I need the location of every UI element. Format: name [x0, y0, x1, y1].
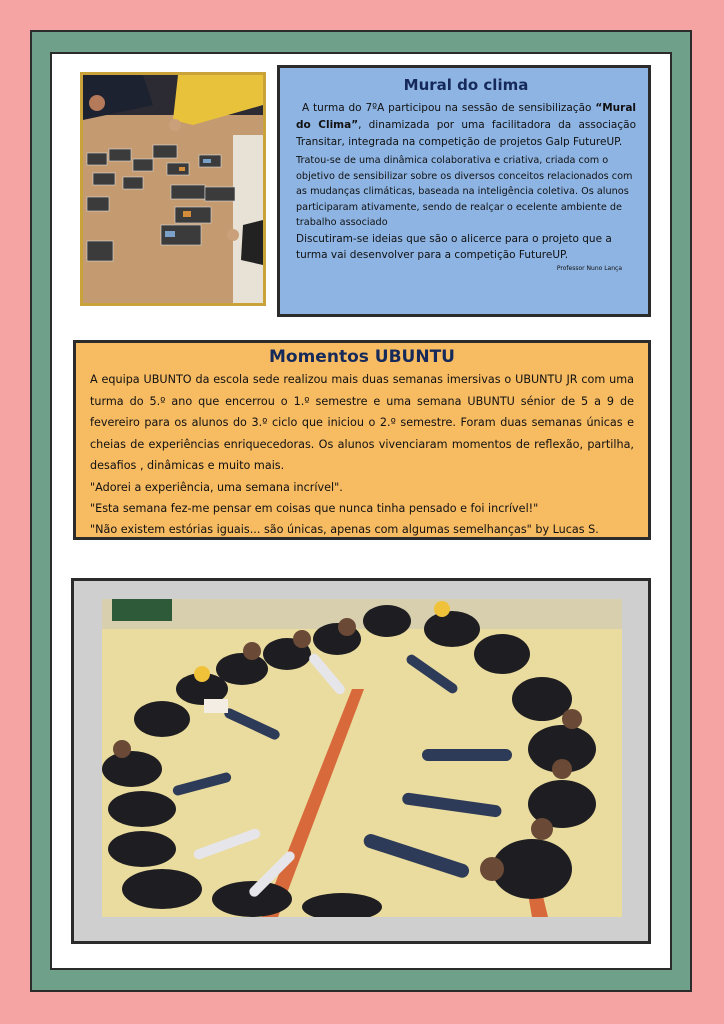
ubuntu-photo-illustration	[102, 599, 622, 917]
mural-info-box	[277, 65, 651, 317]
mural-p1-bold: “Mural do Clima”	[296, 102, 636, 131]
ubuntu-paragraph: A equipa UBUNTO da escola sede realizou mais duas semanas imersivas o UBUNTU JR com uma turma do 5.º ano que encerrou o 1.º semestre e uma semana UBUNTU sénior de 5 a 9 de fevereiro para os alunos do 3.º ciclo que iniciou o 2.º semestre. Foram duas semanas únicas e cheias de experiências enriquecedoras. Os alunos vivenciaram momentos de reflexão, partilha, desafios , dinâmicas e muito mais.	[90, 373, 634, 472]
mural-paragraph-2: Tratou-se de uma dinâmica colaborativa e criativa, criada com o objetivo de sensibilizar sobre os diversos conceitos relacionados com as mudanças climáticas, baseada na inteligência coletiva. Os alunos participaram ativamente, sendo de realçar o ecelente ambiente de trabalho associado	[296, 155, 633, 228]
mural-p1-after: , dinamizada por uma facilitadora da associação Transitar, integrada na competição de projetos Galp FutureUP.	[296, 119, 636, 148]
mural-photo	[80, 72, 266, 306]
ubuntu-info-box	[73, 340, 651, 540]
mural-paragraph-1	[296, 100, 636, 151]
ubuntu-title: Momentos UBUNTU	[269, 347, 455, 367]
ubuntu-quote-1: "Adorei a experiência, uma semana incrível".	[90, 480, 343, 494]
mural-title: Mural do clima	[403, 76, 529, 94]
mural-photo-illustration	[83, 75, 263, 303]
ubuntu-photo-frame	[71, 578, 651, 944]
mural-signature: Professor Nuno Lança	[556, 264, 622, 272]
ubuntu-quote-3: "Não existem estórias iguais... são únicas, apenas com algumas semelhanças" by Lucas S.	[90, 522, 599, 536]
ubuntu-quote-2: "Esta semana fez-me pensar em coisas que nunca tinha pensado e foi incrível!"	[90, 501, 539, 515]
ubuntu-photo	[102, 599, 622, 917]
mural-paragraph-3: Discutiram-se ideias que são o alicerce para o projeto que a turma vai desenvolver para a competição FutureUP.	[296, 232, 612, 261]
mural-p1-before: A turma do 7ºA participou na sessão de sensibilização	[302, 102, 596, 114]
